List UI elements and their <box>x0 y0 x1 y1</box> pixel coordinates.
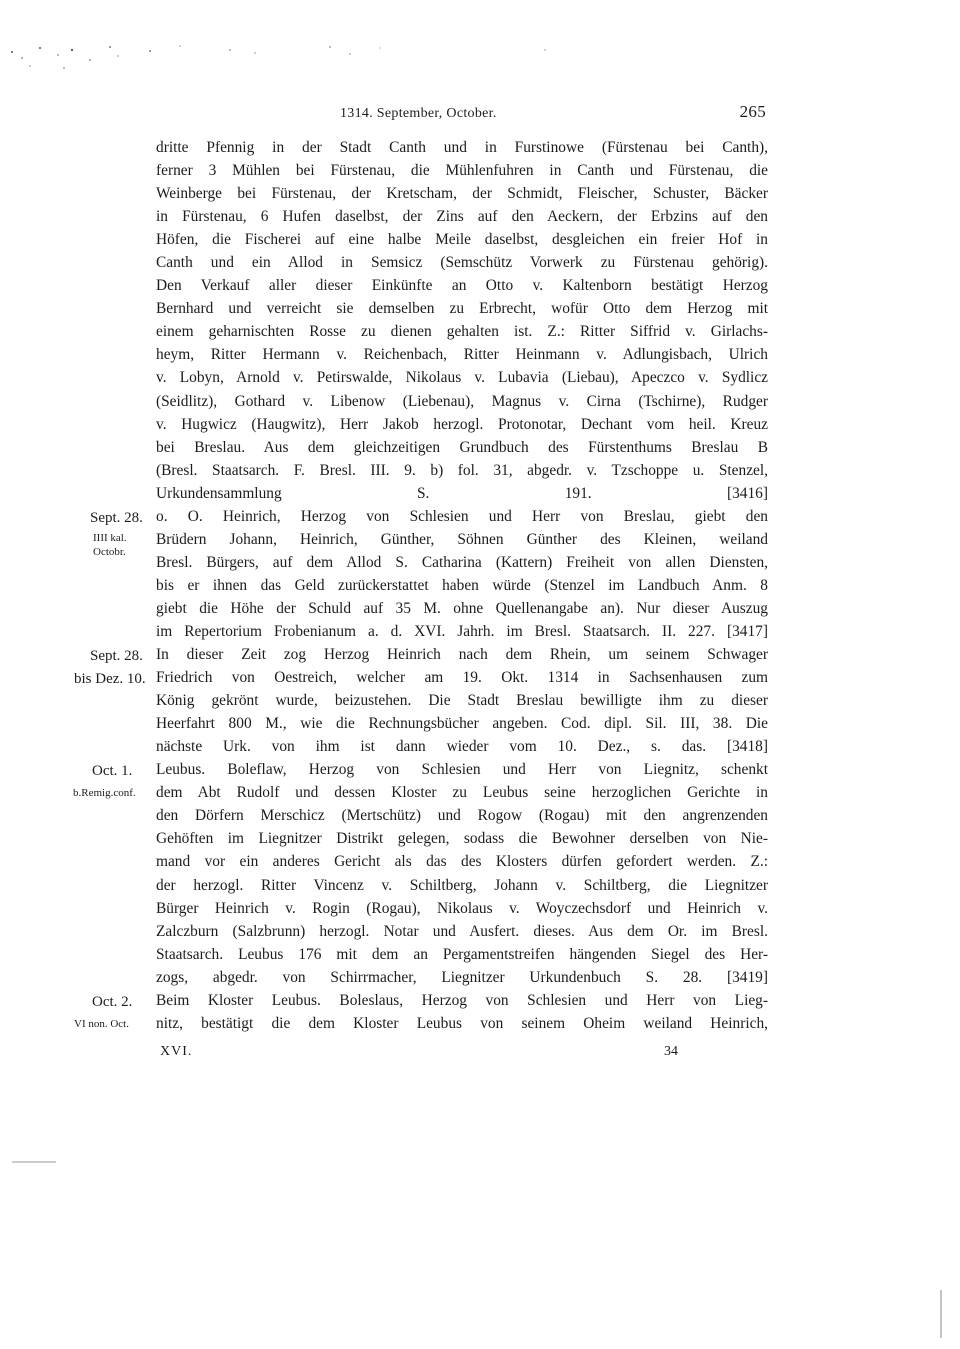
entry-end-line <box>156 482 768 505</box>
sheet-number: 34 <box>664 1044 678 1059</box>
text-line: Zalczburn (Salzbrunn) herzogl. Notar und Ausfert. dieses. Aus dem Or. im Bresl. <box>156 922 768 940</box>
text-line: Den Verkauf aller dieser Einkünfte an Otto v. Kaltenborn bestätigt Herzog <box>156 277 768 295</box>
running-header <box>156 102 770 126</box>
text-line: Bresl. Bürgers, auf dem Allod S. Catharina (Kattern) Freiheit von allen Diensten, <box>156 553 768 571</box>
scan-smudge <box>8 1150 68 1170</box>
text-line: Urkundensammlung S. 191. <box>156 484 592 502</box>
text-line: v. Hugwicz (Haugwitz), Herr Jakob herzogl. Protonotar, Dechant vom heil. Kreuz <box>156 415 768 433</box>
scan-edge-mark <box>936 1290 946 1340</box>
text-line: zogs, abgedr. von Schirrmacher, Liegnitzer Urkundenbuch S. 28. <box>156 968 703 986</box>
margin-note: bis Dez. 10. <box>74 671 146 687</box>
text-line: Staatsarch. Leubus 176 mit dem an Pergamentstreifen hängenden Siegel des Her- <box>156 945 768 963</box>
margin-note: VI non. Oct. <box>74 1018 129 1030</box>
text-line: Bernhard und verreicht sie demselben zu Erbrecht, wofür Otto dem Herzog mit <box>156 300 768 318</box>
text-line: Leubus. Boleflaw, Herzog von Schlesien und Herr von Liegnitz, schenkt <box>156 761 768 779</box>
page-number: 265 <box>739 102 766 121</box>
text-line: im Repertorium Frobenianum a. d. XVI. Jahrh. im Bresl. Staatsarch. II. 227. <box>156 622 715 640</box>
margin-date: Sept. 28. <box>90 510 143 526</box>
text-line: nächste Urk. von ihm ist dann wieder vom 10. Dez., s. das. <box>156 738 707 756</box>
entry-number: [3419] <box>726 968 768 986</box>
margin-note: Octobr. <box>93 546 126 558</box>
margin-note: b.Remig.conf. <box>73 787 136 799</box>
running-head: 1314. September, October. <box>340 106 497 121</box>
text-line: Höfen, die Fischerei auf eine halbe Meile daselbst, desgleichen ein freier Hof in <box>156 231 768 249</box>
text-line: (Seidlitz), Gothard v. Libenow (Liebenau), Magnus v. Cirna (Tschirne), Rudger <box>156 392 768 410</box>
text-line: König gekrönt wurde, beizustehen. Die Stadt Breslau bewilligte ihm zu dieser <box>156 692 768 710</box>
text-line: Bürger Heinrich v. Rogin (Rogau), Nikolaus v. Woyczechsdorf und Heinrich v. <box>156 899 768 917</box>
text-line: o. O. Heinrich, Herzog von Schlesien und Herr von Breslau, giebt den <box>156 507 768 525</box>
text-line: Brüdern Johann, Heinrich, Günther, Söhnen Günther des Kleinen, weiland <box>156 530 768 548</box>
text-line: nitz, bestätigt die dem Kloster Leubus von seinem Oheim weiland Heinrich, <box>156 1014 768 1032</box>
text-line: ferner 3 Mühlen bei Fürstenau, die Mühlenfuhren in Canth und Fürstenau, die <box>156 162 768 180</box>
text-line: den Dörfern Merschicz (Mertschütz) und Rogow (Rogau) mit den angrenzenden <box>156 807 768 825</box>
entry-end-line <box>156 620 768 643</box>
text-line: der herzogl. Ritter Vincenz v. Schiltberg, Johann v. Schiltberg, die Liegnitzer <box>156 876 768 894</box>
margin-note: IIII kal. <box>93 532 127 544</box>
text-line: Beim Kloster Leubus. Boleslaus, Herzog von Schlesien und Herr von Lieg- <box>156 991 768 1009</box>
scan-noise <box>0 20 620 90</box>
text-line: Weinberge bei Fürstenau, der Kretscham, der Schmidt, Fleischer, Schuster, Bäcker <box>156 185 768 203</box>
text-line: Gehöften im Liegnitzer Distrikt gelegen, sodass die Bewohner derselben von Nie- <box>156 830 768 848</box>
text-line: in Fürstenau, 6 Hufen daselbst, der Zins auf den Aeckern, der Erbzins auf den <box>156 208 768 226</box>
entry-number: [3417] <box>726 622 768 640</box>
body-text <box>156 136 768 1035</box>
text-line: In dieser Zeit zog Herzog Heinrich nach dem Rhein, um seinem Schwager <box>156 646 768 664</box>
margin-date: Sept. 28. <box>90 648 143 664</box>
text-line: mand vor ein anderes Gericht als das des Klosters dürfen gefordert werden. Z.: <box>156 853 768 871</box>
margin-date: Oct. 2. <box>92 994 133 1010</box>
text-line: dem Abt Rudolf und dessen Kloster zu Leubus seine herzoglichen Gerichte in <box>156 784 768 802</box>
text-line: bis er ihnen das Geld zurückerstattet haben würde (Stenzel im Landbuch Anm. 8 <box>156 576 768 594</box>
entry-number: [3416] <box>726 484 768 502</box>
text-line: (Bresl. Staatsarch. F. Bresl. III. 9. b) fol. 31, abgedr. v. Tzschoppe u. Stenzel, <box>156 461 768 479</box>
text-line: giebt die Höhe der Schuld auf 35 M. ohne Quellenangabe an). Nur dieser Auszug <box>156 599 768 617</box>
text-line: Canth und ein Allod in Semsicz (Semschütz Vorwerk zu Fürstenau gehörig). <box>156 254 768 272</box>
entry-end-line <box>156 966 768 989</box>
text-line: bei Breslau. Aus dem gleichzeitigen Grundbuch des Fürstenthums Breslau B <box>156 438 768 456</box>
text-line: heym, Ritter Hermann v. Reichenbach, Ritter Heinmann v. Adlungisbach, Ulrich <box>156 346 768 364</box>
entry-end-line <box>156 735 768 758</box>
text-line: Friedrich von Oestreich, welcher am 19. Okt. 1314 in Sachsenhausen zum <box>156 669 768 687</box>
text-line: v. Lobyn, Arnold v. Petirswalde, Nikolaus v. Lubavia (Liebau), Apeczco v. Sydlicz <box>156 369 768 387</box>
entry-number: [3418] <box>726 738 768 756</box>
text-line: Heerfahrt 800 M., wie die Rechnungsbücher angeben. Cod. dipl. Sil. III, 38. Die <box>156 715 768 733</box>
signature-mark: XVI. <box>160 1044 193 1059</box>
text-line: dritte Pfennig in der Stadt Canth und in Furstinowe (Fürstenau bei Canth), <box>156 139 768 156</box>
margin-date: Oct. 1. <box>92 763 133 779</box>
text-line: einem geharnischten Rosse zu dienen gehalten ist. Z.: Ritter Siffrid v. Girlachs- <box>156 323 768 341</box>
